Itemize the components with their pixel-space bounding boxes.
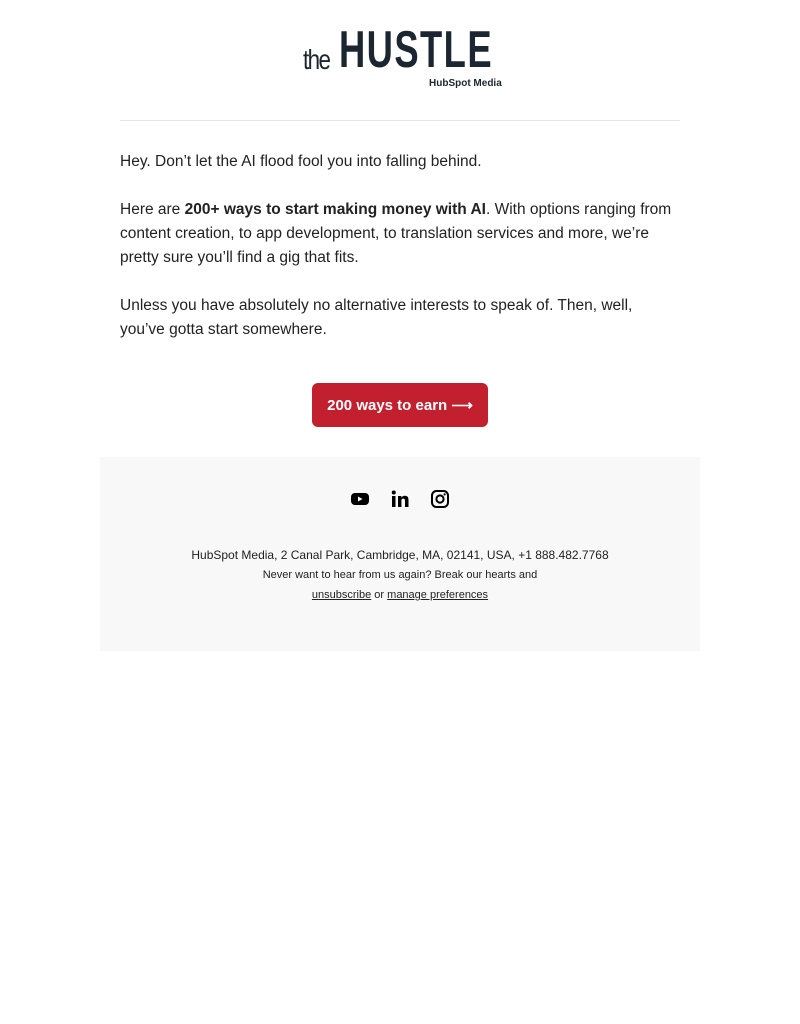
p2-bold: 200+ ways to start making money with AI xyxy=(184,201,486,218)
linkedin-icon[interactable] xyxy=(390,489,410,509)
or-text: or xyxy=(371,589,388,601)
footer-unsubscribe-text: Never want to hear from us again? Break our hearts and xyxy=(262,569,538,581)
email-body xyxy=(120,150,680,366)
footer xyxy=(100,457,700,651)
youtube-icon[interactable] xyxy=(350,489,370,509)
cta-button[interactable]: 200 ways to earn ⟶ xyxy=(312,383,488,427)
p2-post: . With options ranging from content creation, to app development, to translation services and more, we’re pretty sure you’ll find a gig that fits. xyxy=(120,201,672,266)
logo-hustle: HUSTLE xyxy=(339,21,493,79)
instagram-icon[interactable] xyxy=(430,489,450,509)
p2-pre: Here are xyxy=(120,201,185,218)
paragraph-3: Unless you have absolutely no alternative interests to speak of. Then, well, you’ve gotta start somewhere. xyxy=(120,297,633,338)
the-hustle-logo[interactable] xyxy=(303,21,503,92)
logo-the: the xyxy=(303,44,330,75)
manage-preferences-link[interactable]: manage preferences xyxy=(387,589,489,601)
footer-address: HubSpot Media, 2 Canal Park, Cambridge, MA, 02141, USA, +1 888.482.7768 xyxy=(191,548,609,562)
header-divider xyxy=(120,120,680,121)
paragraph-1: Hey. Don’t let the AI flood fool you into falling behind. xyxy=(120,153,482,170)
logo-hubspot-media: HubSpot Media xyxy=(429,78,502,89)
unsubscribe-link[interactable]: unsubscribe xyxy=(311,589,372,601)
footer-text xyxy=(100,545,700,605)
paragraph-2 xyxy=(120,198,680,270)
social-links xyxy=(100,489,700,509)
footer-links xyxy=(100,585,700,605)
